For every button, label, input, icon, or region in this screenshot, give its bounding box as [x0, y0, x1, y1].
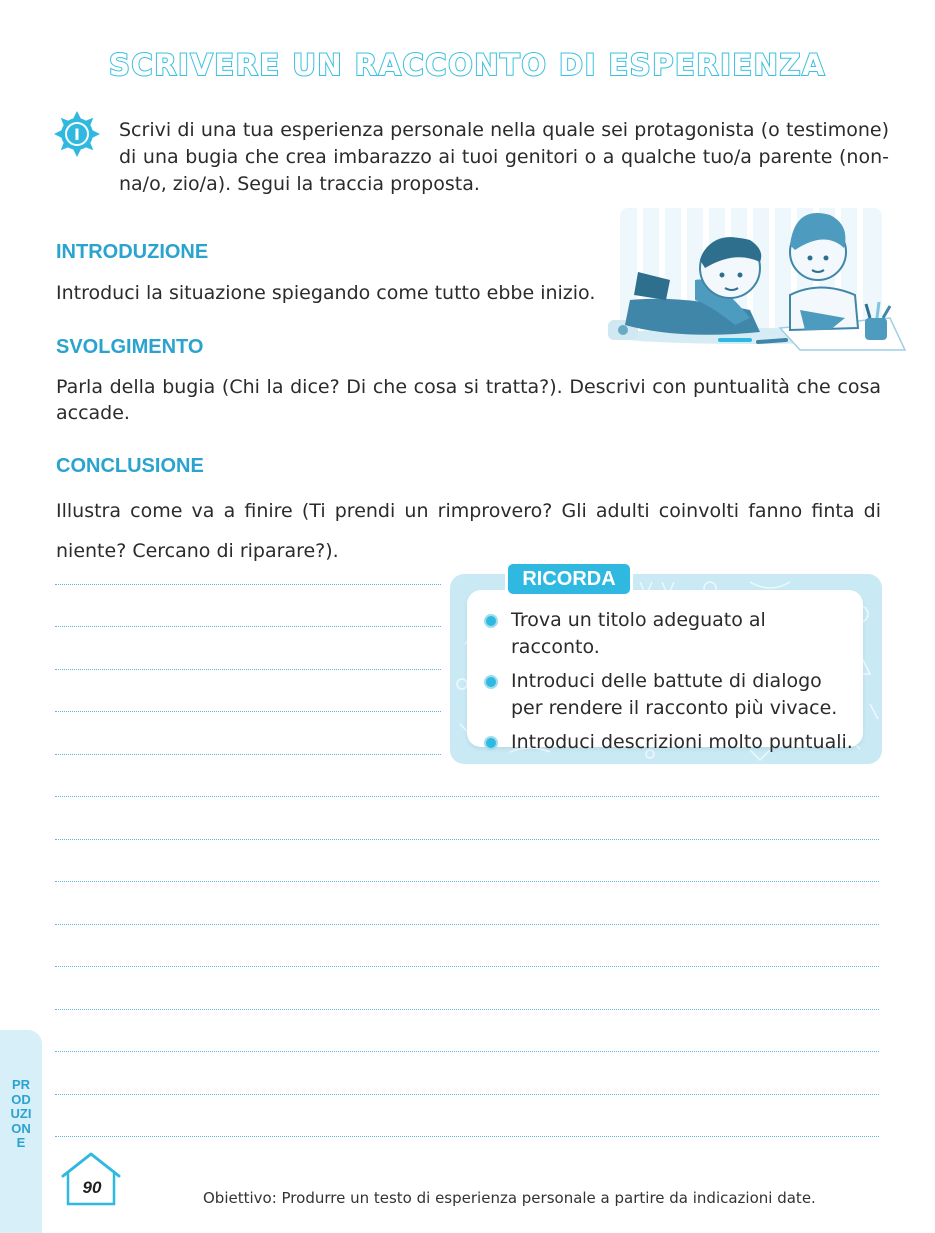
writing-line[interactable] — [55, 754, 441, 755]
writing-line[interactable] — [55, 966, 879, 967]
writing-line[interactable] — [55, 1051, 879, 1052]
list-item: Trova un titolo adeguato al racconto. — [484, 607, 854, 661]
page-number: 90 — [82, 1178, 102, 1197]
text-introduzione: Introduci la situazione spiegando come tutto ebbe inizio. — [56, 282, 596, 304]
sun-icon — [53, 110, 101, 158]
writing-line[interactable] — [55, 626, 441, 627]
ricorda-list — [484, 607, 854, 763]
text-conclusione: Illustra come va a finire (Ti prendi un rimprovero? Gli adulti coinvolti fanno finta di niente? Cercano di riparare?). — [56, 500, 881, 562]
objective-text: Obiettivo: Produrre un testo di esperienza personale a partire da indicazioni date. — [203, 1189, 816, 1207]
writing-line[interactable] — [55, 584, 441, 585]
page-title: SCRIVERE UN RACCONTO DI ESPERIENZA — [109, 48, 826, 82]
writing-line[interactable] — [55, 1136, 879, 1137]
bullet-icon — [484, 614, 498, 628]
svg-text:I: I — [74, 125, 80, 144]
writing-line[interactable] — [55, 881, 879, 882]
side-tab-label: PRODUZIONE — [10, 1077, 32, 1150]
list-item: Introduci descrizioni molto puntuali. — [484, 729, 854, 756]
heading-introduzione: INTRODUZIONE — [56, 241, 209, 263]
children-illustration — [600, 200, 908, 358]
writing-line[interactable] — [55, 924, 879, 925]
writing-line[interactable] — [55, 839, 879, 840]
bullet-icon — [484, 675, 498, 689]
bullet-icon — [484, 736, 498, 750]
list-item: Introduci delle battute di dialogo per rendere il racconto più vivace. — [484, 668, 854, 722]
ricorda-label: RICORDA — [505, 561, 633, 597]
writing-line[interactable] — [55, 796, 879, 797]
writing-line[interactable] — [55, 669, 441, 670]
heading-svolgimento: SVOLGIMENTO — [56, 336, 204, 358]
writing-line[interactable] — [55, 1009, 879, 1010]
writing-line[interactable] — [55, 711, 441, 712]
instruction-text: Scrivi di una tua esperienza personale nella quale sei protagonista (o testimone) di una bugia che crea imbarazzo ai tuoi genitori o a qualche tuo/a parente (non-na/o, zio/a). Segui la traccia proposta. — [119, 119, 889, 195]
writing-line[interactable] — [55, 1094, 879, 1095]
text-svolgimento: Parla della bugia (Chi la dice? Di che cosa si tratta?). Descrivi con puntualità che cosa accade. — [56, 376, 881, 424]
heading-conclusione: CONCLUSIONE — [56, 455, 204, 477]
